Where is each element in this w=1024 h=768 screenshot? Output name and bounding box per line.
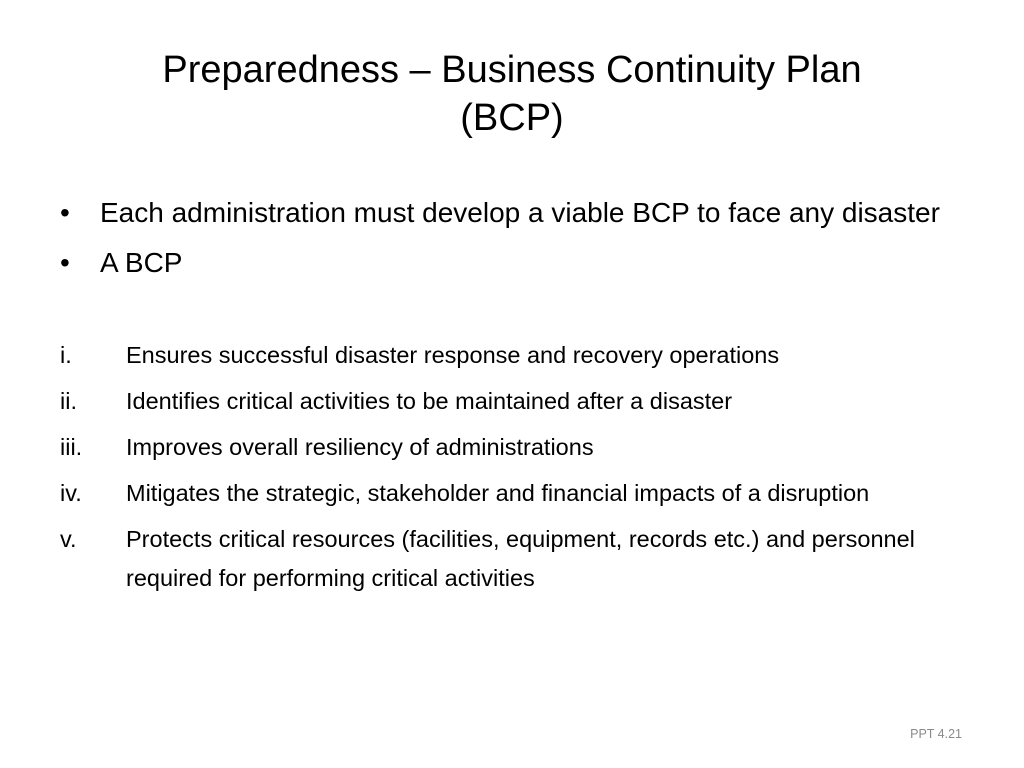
bullet-item (60, 242, 960, 284)
numbered-item-text: Ensures successful disaster response and recovery operations (126, 342, 780, 368)
numbered-item (60, 474, 960, 513)
numbered-item-marker: iii. (60, 434, 83, 460)
bullet-icon: • (60, 197, 70, 228)
numbered-item (60, 382, 960, 421)
bullet-text: Each administration must develop a viable BCP to face any disaster (100, 197, 940, 228)
numbered-item-marker: iv. (60, 480, 82, 506)
slide-title-line-1: Preparedness – Business Continuity Plan (162, 49, 862, 91)
bullet-item (60, 192, 960, 234)
numbered-item (60, 428, 960, 467)
numbered-item-marker: ii. (60, 388, 77, 414)
numbered-item-marker: i. (60, 342, 72, 368)
slide-title-line-2: (BCP) (460, 97, 564, 139)
numbered-item-text: Mitigates the strategic, stakeholder and financial impacts of a disruption (126, 480, 870, 506)
numbered-item-marker: v. (60, 526, 77, 552)
bullet-text: A BCP (100, 247, 183, 278)
slide-title (70, 46, 954, 142)
slide-number: PPT 4.21 (910, 727, 962, 741)
numbered-item-text: Protects critical resources (facilities, equipment, records etc.) and personnel required for performing critical activities (126, 526, 915, 591)
numbered-item-text: Improves overall resiliency of administrations (126, 434, 594, 460)
bullet-icon: • (60, 247, 70, 278)
bullet-list (60, 192, 960, 292)
numbered-item (60, 336, 960, 375)
numbered-item (60, 520, 960, 598)
numbered-item-text: Identifies critical activities to be maintained after a disaster (126, 388, 733, 414)
numbered-list (60, 336, 960, 605)
